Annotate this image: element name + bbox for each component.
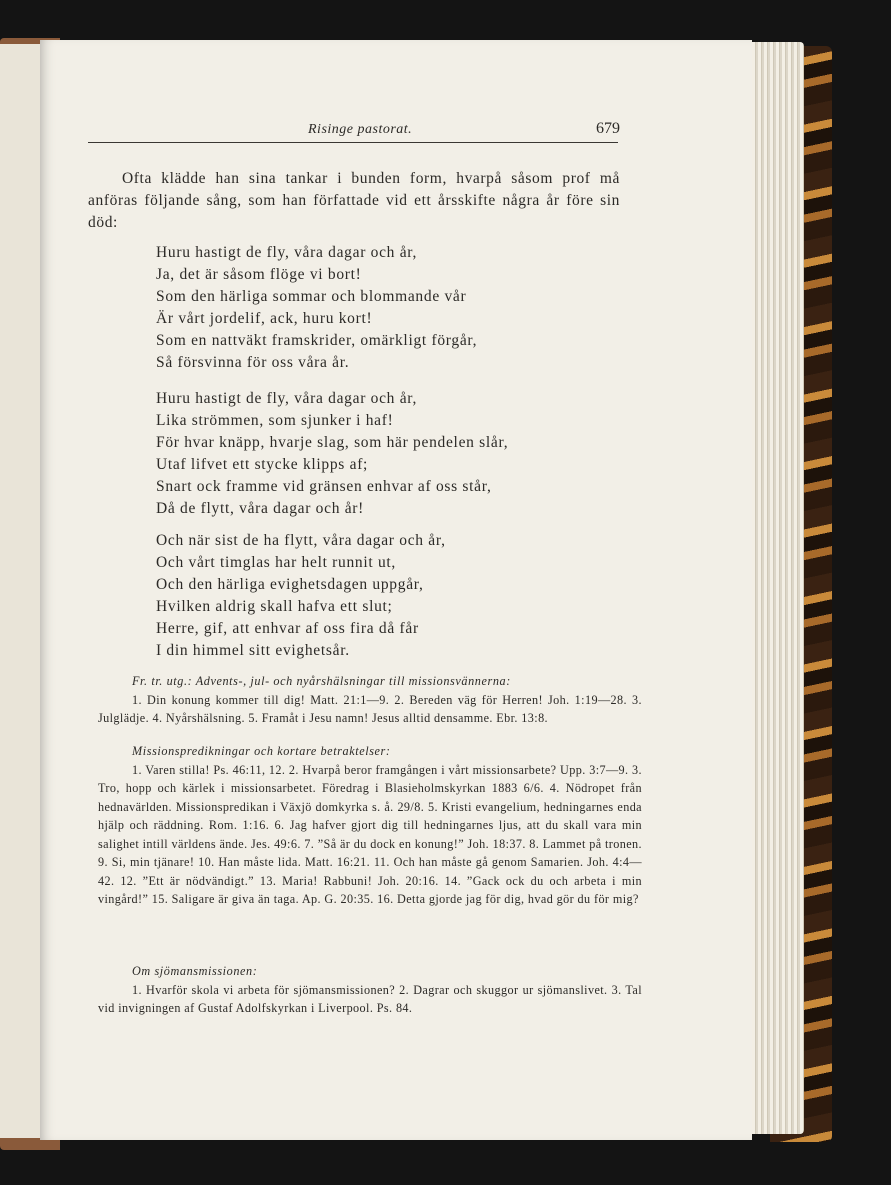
section-body: 1. Din konung kommer till dig! Matt. 21:1—9. 2. Bereden väg för Herren! Joh. 1:19—28. 3. Julglädje. 4. Nyårshälsning. 5. Framåt i Jesu namn! Jesus alltid densamme. Ebr. 13:8. <box>98 692 642 725</box>
running-header <box>88 120 618 143</box>
poem-line: Lika strömmen, som sjunker i haf! <box>156 412 394 429</box>
poem-line: Då de flytt, våra dagar och år! <box>156 500 365 517</box>
section-heading: Missionspredikningar och kortare betraktelser: <box>132 744 391 758</box>
poem-line: Hvilken aldrig skall hafva ett slut; <box>156 598 393 615</box>
poem-line: Så försvinna för oss våra år. <box>156 354 350 371</box>
poem-line: Huru hastigt de fly, våra dagar och år, <box>156 390 418 407</box>
poem-line: Är vårt jordelif, ack, huru kort! <box>156 310 373 327</box>
section-mission-sermons <box>98 742 642 909</box>
section-body: 1. Hvarför skola vi arbeta för sjömansmissionen? 2. Dagrar och skuggor ur sjömanslivet. 3. Tal vid invigningen af Gustaf Adolfskyrkan i Liverpool. Ps. 84. <box>98 982 642 1015</box>
poem-line: Utaf lifvet ett stycke klipps af; <box>156 456 369 473</box>
poem-line: Ja, det är såsom flöge vi bort! <box>156 266 362 283</box>
poem-line: Huru hastigt de fly, våra dagar och år, <box>156 244 418 261</box>
poem-line: I din himmel sitt evighetsår. <box>156 642 350 659</box>
poem-line: Herre, gif, att enhvar af oss fira då får <box>156 620 419 637</box>
poem-line: Och den härliga evighetsdagen uppgår, <box>156 576 424 593</box>
left-page-edge <box>0 44 43 1138</box>
poem-line: Som en nattväkt framskrider, omärkligt förgår, <box>156 332 478 349</box>
section-advent-greetings <box>98 672 642 728</box>
poem-line: Som den härliga sommar och blommande vår <box>156 288 467 305</box>
section-seamen-mission <box>98 962 642 1018</box>
poem-stanza-3 <box>156 530 576 662</box>
poem-line: För hvar knäpp, hvarje slag, som här pendelen slår, <box>156 434 509 451</box>
poem-line: Snart ock framme vid gränsen enhvar af oss står, <box>156 478 492 495</box>
section-heading: Fr. tr. utg.: Advents-, jul- och nyårshälsningar till missionsvännerna: <box>132 674 511 688</box>
header-title: Risinge pastorat. <box>308 122 413 137</box>
page-number: 679 <box>596 120 620 137</box>
book-page <box>40 40 752 1140</box>
section-body: 1. Varen stilla! Ps. 46:11, 12. 2. Hvarpå beror framgången i vårt missionsarbete? Upp. 3:7—9. 3. Tro, hopp och kärlek i missionsarbetet. Föredrag i Blasieholmskyrkan 1883 6/6. 4. Nödropet från hednavärlden. Missionspredikan i Växjö domkyrka s. å. 29/8. 5. Kristi evangelium, hedningarnes enda hjälp och räddning. Rom. 1:16. 6. Jag hafver gjort dig till hedningarnes ljus, att du skall vara min salighet intill världens ände. Jes. 49:6. 7. ”Så är du dock en konung!” Joh. 18:37. 8. Lammet på tronen. 9. Si, min tjänare! 10. Han måste lida. Matt. 16:21. 11. Och han måste gå genom Samarien. Joh. 4:4—42. 12. ”Ett är nödvändigt.” 13. Maria! Rabbuni! Joh. 20:16. 14. ”Gack ock du och arbeta i min vingård!” 15. Saligare är giva än taga. Ap. G. 20:35. 16. Detta gjorde jag för dig, hvad gör du för mig? <box>98 762 642 906</box>
poem-line: Och när sist de ha flytt, våra dagar och år, <box>156 532 446 549</box>
section-heading: Om sjömansmissionen: <box>132 964 258 978</box>
poem-stanza-2 <box>156 388 576 520</box>
poem-stanza-1 <box>156 242 576 374</box>
intro-paragraph: Ofta klädde han sina tankar i bunden form, hvarpå såsom prof må anföras följande sång, som han författade vid ett årsskifte några år före sin död: <box>88 170 620 231</box>
poem-line: Och vårt timglas har helt runnit ut, <box>156 554 396 571</box>
